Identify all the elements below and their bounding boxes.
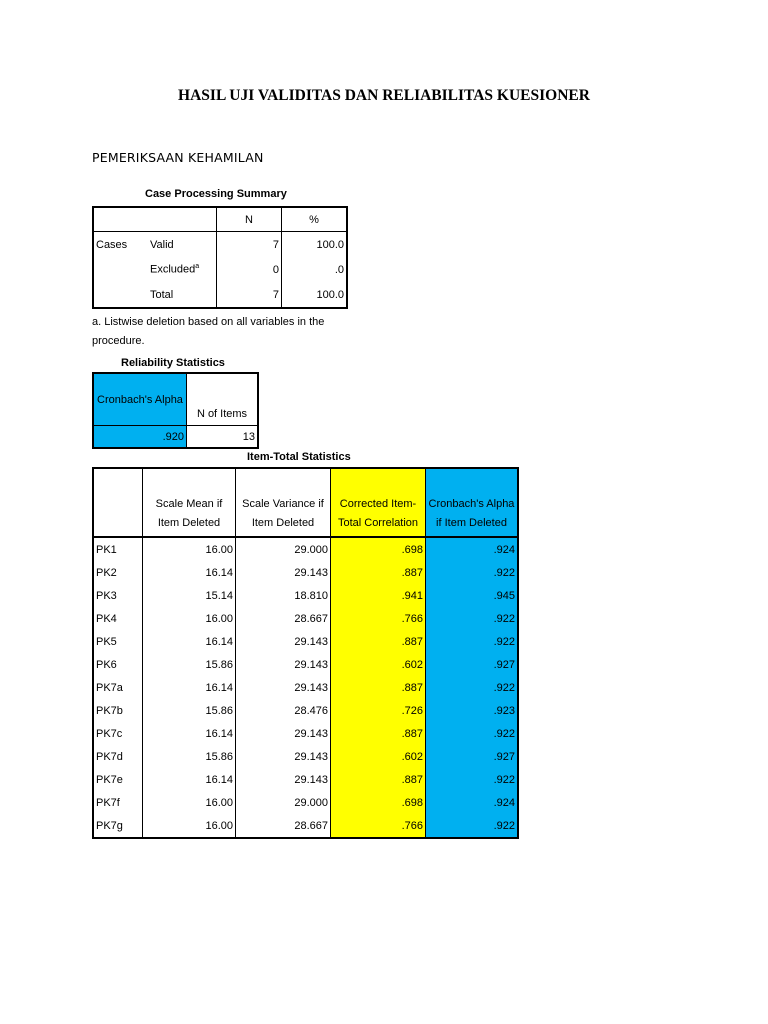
row-label: PK6	[93, 653, 143, 676]
case-summary-caption: Case Processing Summary	[145, 188, 287, 200]
items-value: 13	[242, 430, 255, 443]
cell-scale-mean: 16.00	[143, 537, 236, 561]
cell-corrected-correlation: .766	[331, 607, 426, 630]
row-label: PK2	[93, 561, 143, 584]
cell-scale-variance: 29.000	[236, 791, 331, 814]
table-row	[93, 653, 518, 676]
corner-cell	[93, 468, 143, 537]
cell-corrected-correlation: .887	[331, 676, 426, 699]
table-row	[93, 676, 518, 699]
cell-scale-mean: 16.14	[143, 676, 236, 699]
cell-scale-variance: 28.667	[236, 607, 331, 630]
row-label: PK1	[93, 537, 143, 561]
cell-alpha-if-deleted: .945	[426, 584, 519, 607]
item-total-caption: Item-Total Statistics	[247, 451, 351, 463]
alpha-value: .920	[93, 426, 187, 449]
row-label: PK7c	[93, 722, 143, 745]
cell-alpha-if-deleted: .923	[426, 699, 519, 722]
table-row	[93, 699, 518, 722]
row-label: PK7d	[93, 745, 143, 768]
cell-alpha-if-deleted: .922	[426, 814, 519, 838]
row-label: PK4	[93, 607, 143, 630]
reliability-caption: Reliability Statistics	[121, 357, 225, 369]
cell-alpha-if-deleted: .924	[426, 537, 519, 561]
document-title: HASIL UJI VALIDITAS DAN RELIABILITAS KUESIONER	[178, 87, 590, 104]
cell-corrected-correlation: .698	[331, 537, 426, 561]
cell-corrected-correlation: .887	[331, 561, 426, 584]
cell-alpha-if-deleted: .927	[426, 653, 519, 676]
cell-scale-mean: 16.00	[143, 607, 236, 630]
row-label: PK7e	[93, 768, 143, 791]
cell-corrected-correlation: .602	[331, 745, 426, 768]
table-row	[93, 561, 518, 584]
table-row	[93, 722, 518, 745]
row-label: PK7a	[93, 676, 143, 699]
cell-scale-variance: 29.143	[236, 676, 331, 699]
cell-scale-variance: 29.143	[236, 630, 331, 653]
cell-n: 7	[217, 232, 282, 258]
cell-alpha-if-deleted: .922	[426, 607, 519, 630]
cell-scale-variance: 28.667	[236, 814, 331, 838]
cell-scale-variance: 28.476	[236, 699, 331, 722]
cell-scale-variance: 29.143	[236, 722, 331, 745]
cell-alpha-if-deleted: .922	[426, 561, 519, 584]
table-row	[93, 607, 518, 630]
cell-scale-mean: 16.14	[143, 768, 236, 791]
col-header-scale-variance: Scale Variance if Item Deleted	[236, 468, 331, 537]
cell-scale-mean: 16.00	[143, 791, 236, 814]
corner-cell	[93, 207, 217, 232]
cell-scale-mean: 16.14	[143, 722, 236, 745]
table-row	[93, 537, 518, 561]
cell-pct: 100.0	[316, 238, 344, 251]
cell-alpha-if-deleted: .927	[426, 745, 519, 768]
row-label: Excluded$^a$	[148, 257, 217, 282]
cell-alpha-if-deleted: .922	[426, 768, 519, 791]
section-heading: PEMERIKSAAN KEHAMILAN	[92, 150, 264, 165]
col-header-items: N of Items	[187, 373, 259, 426]
cell-n: 0	[217, 257, 282, 282]
cell-scale-mean: 15.86	[143, 699, 236, 722]
cell-n: 7	[217, 282, 282, 308]
col-header-scale-mean: Scale Mean if Item Deleted	[143, 468, 236, 537]
table-row	[93, 791, 518, 814]
row-label: PK3	[93, 584, 143, 607]
row-label: PK7b	[93, 699, 143, 722]
row-group-label: Cases	[96, 238, 128, 251]
cell-scale-mean: 16.14	[143, 630, 236, 653]
cell-scale-mean: 16.00	[143, 814, 236, 838]
cell-alpha-if-deleted: .922	[426, 722, 519, 745]
case-processing-table	[92, 206, 348, 309]
footnote: a. Listwise deletion based on all variables in the procedure.	[92, 316, 325, 347]
cell-corrected-correlation: .602	[331, 653, 426, 676]
cell-scale-mean: 15.14	[143, 584, 236, 607]
row-label: Total	[148, 282, 217, 308]
row-label: PK7g	[93, 814, 143, 838]
table-row	[93, 584, 518, 607]
table-row	[93, 630, 518, 653]
cell-corrected-correlation: .766	[331, 814, 426, 838]
cell-corrected-correlation: .726	[331, 699, 426, 722]
cell-scale-variance: 29.143	[236, 653, 331, 676]
cell-scale-variance: 29.143	[236, 768, 331, 791]
cell-alpha-if-deleted: .922	[426, 630, 519, 653]
cell-corrected-correlation: .887	[331, 630, 426, 653]
cell-scale-variance: 29.000	[236, 537, 331, 561]
table-row	[93, 814, 518, 838]
cell-corrected-correlation: .887	[331, 722, 426, 745]
col-header-pct: %	[309, 213, 319, 226]
cell-scale-mean: 15.86	[143, 745, 236, 768]
cell-scale-variance: 29.143	[236, 745, 331, 768]
item-total-table	[92, 467, 519, 839]
table-row	[93, 745, 518, 768]
table-row	[93, 768, 518, 791]
cell-corrected-correlation: .887	[331, 768, 426, 791]
cell-alpha-if-deleted: .922	[426, 676, 519, 699]
cell-pct: .0	[334, 263, 344, 276]
cell-corrected-correlation: .941	[331, 584, 426, 607]
cell-scale-mean: 16.14	[143, 561, 236, 584]
col-header-n: N	[217, 207, 282, 232]
cell-scale-mean: 15.86	[143, 653, 236, 676]
col-header-alpha: Cronbach's Alpha	[93, 373, 187, 426]
cell-scale-variance: 29.143	[236, 561, 331, 584]
reliability-table	[92, 372, 259, 449]
cell-pct: 100.0	[316, 288, 344, 301]
col-header-corrected-correlation: Corrected Item-Total Correlation	[331, 468, 426, 537]
cell-corrected-correlation: .698	[331, 791, 426, 814]
row-label: PK5	[93, 630, 143, 653]
row-label: PK7f	[93, 791, 143, 814]
col-header-alpha-if-deleted: Cronbach's Alpha if Item Deleted	[426, 468, 519, 537]
item-total-body	[93, 537, 518, 838]
cell-scale-variance: 18.810	[236, 584, 331, 607]
row-label: Valid	[148, 232, 217, 258]
cell-alpha-if-deleted: .924	[426, 791, 519, 814]
